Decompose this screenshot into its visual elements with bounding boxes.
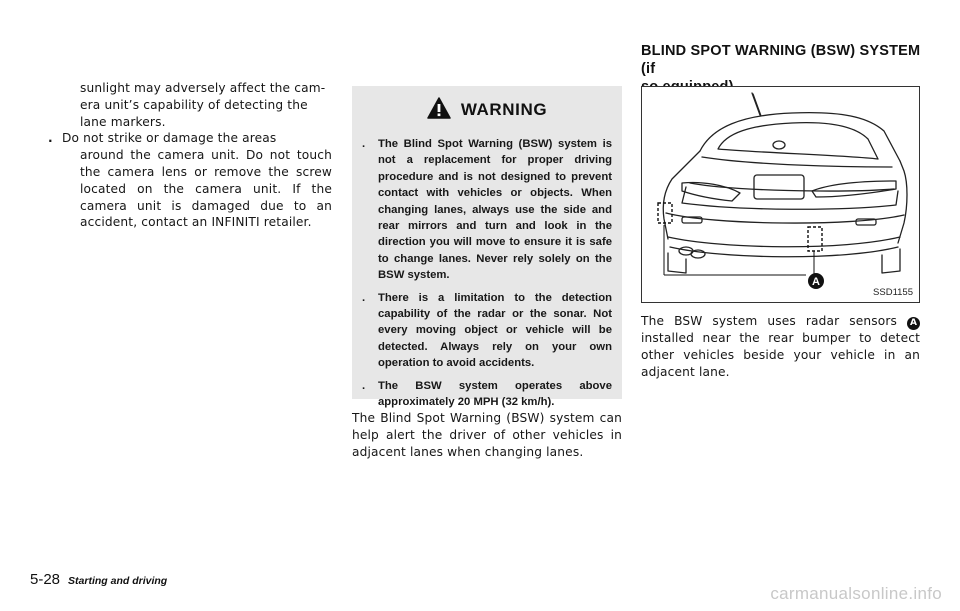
warning-item [362,378,612,411]
warning-header [352,94,622,126]
section-name: Starting and driving [68,575,168,587]
bullet-item [48,130,332,231]
page-footer [30,571,167,588]
continued-line: lane markers. [80,114,166,129]
warning-item [362,136,612,284]
page-number: 5-28 [30,571,61,588]
warning-item-text: The BSW system operates above approximately 20 MPH (32 km/h). [378,379,612,409]
site-watermark[interactable]: carmanualsonline.info [770,584,942,603]
warning-item-text: The Blind Spot Warning (BSW) system is not a replacement for proper driving procedure and is not designed to prevent contact with vehicles or objects. When changing lanes, always use the side and rear mirrors and turn and look in the direction you will move to ensure it is safe to change lanes. Never rely solely on the BSW system. [378,138,612,282]
warning-item-text: There is a limitation to the detection capability of the radar or the sonar. Not every moving object or vehicle will be detected. Always rely on your own operation to avoid accidents. [378,291,612,370]
warning-box [352,86,622,409]
callout-marker-inline: A [907,317,920,330]
continued-line: sunlight may adversely affect the cam- [80,81,326,95]
sensor-text-end: installed near the rear bumper to detect other vehicles beside your vehicle in an adjacent lane. [641,331,920,379]
bullet-first-line: Do not strike or damage the areas [62,131,277,146]
figure-code: SSD1155 [873,287,913,298]
bullet-marker: . [362,379,366,392]
bullet-marker: . [362,138,366,150]
warning-triangle-icon [427,97,451,123]
sensor-text-start: The BSW system uses radar sensors [641,314,898,328]
bullet-marker: . [362,291,366,304]
vehicle-rear-figure [641,86,920,303]
warning-list [362,136,612,417]
vehicle-illustration [642,87,920,303]
warning-title: WARNING [460,100,548,119]
callout-letter: A [812,276,820,288]
warning-item [362,290,612,372]
left-column [48,80,332,231]
continued-paragraph [80,80,332,130]
bullet-marker: . [48,131,53,146]
bullet-continuation: around the camera unit. Do not touch the camera lens or remove the screw located on the camera unit. If the camera unit is damaged due to an accident, contact an INFINITI retailer. [80,148,332,230]
section-heading-line: BLIND SPOT WARNING (BSW) SYSTEM (if [641,43,921,77]
bsw-intro-paragraph: The Blind Spot Warning (BSW) system can help alert the driver of other vehicles in adjacent lanes when changing lanes. [352,411,622,459]
bsw-sensor-paragraph [641,313,920,380]
continued-line: era unit’s capability of detecting the [80,97,308,112]
